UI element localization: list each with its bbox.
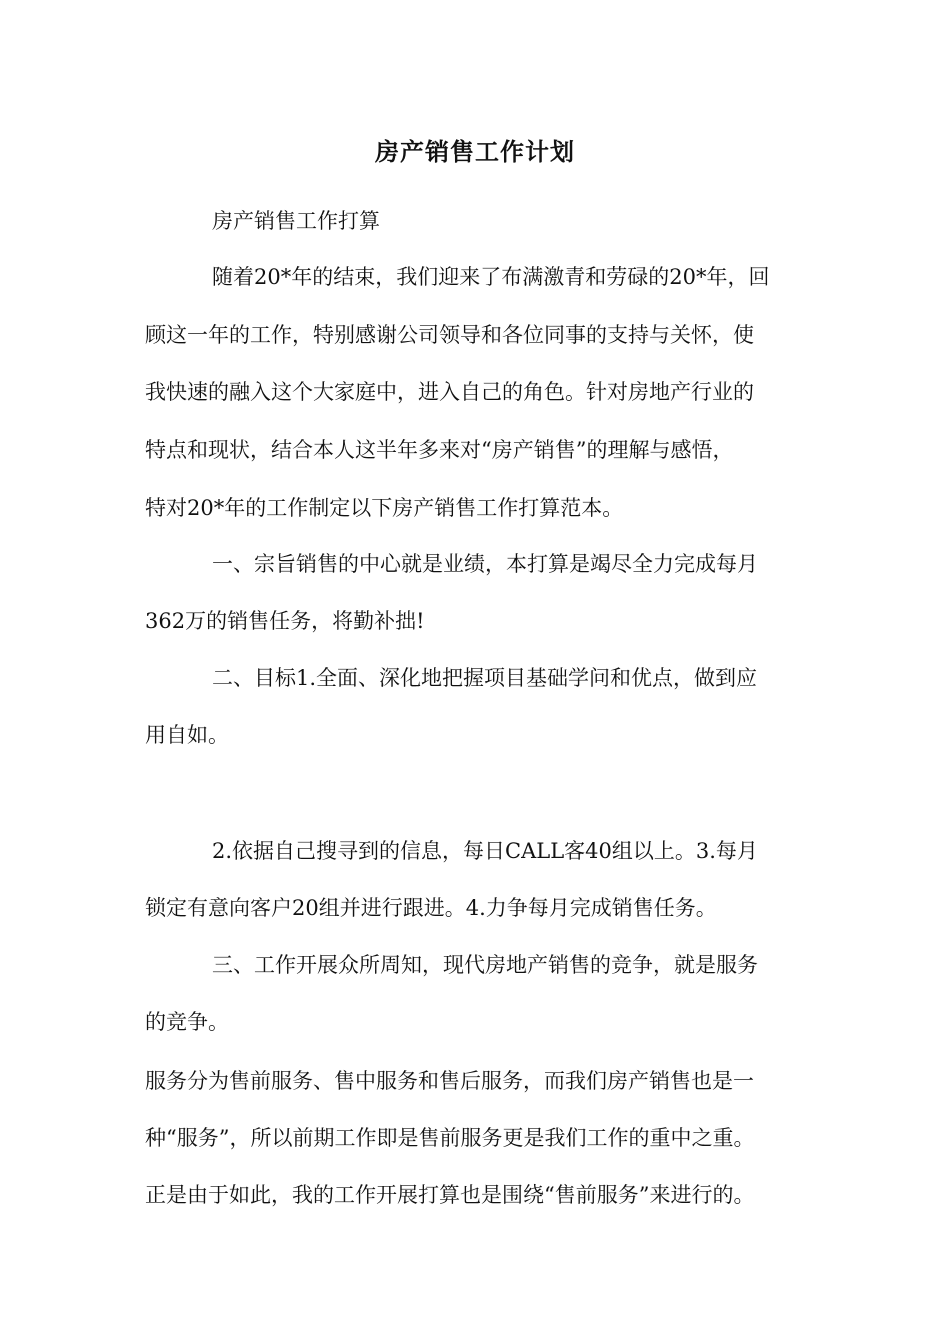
paragraph-line: 2.依据自己搜寻到的信息，每日CALL客40组以上。3.每月 xyxy=(212,839,758,863)
subtitle-line: 房产销售工作打算 xyxy=(212,209,380,233)
paragraph-line: 二、目标1.全面、深化地把握项目基础学问和优点，做到应 xyxy=(212,666,758,690)
document-title: 房产销售工作计划 xyxy=(375,137,575,166)
paragraph-line: 种“服务”，所以前期工作即是售前服务更是我们工作的重中之重。 xyxy=(145,1126,755,1150)
paragraph-line: 的竞争。 xyxy=(145,1010,229,1034)
paragraph-line: 我快速的融入这个大家庭中，进入自己的角色。针对房地产行业的 xyxy=(145,380,754,404)
paragraph-line: 一、宗旨销售的中心就是业绩，本打算是竭尽全力完成每月 xyxy=(212,552,758,576)
paragraph-line: 362万的销售任务，将勤补拙! xyxy=(145,609,425,633)
paragraph-line: 服务分为售前服务、售中服务和售后服务，而我们房产销售也是一 xyxy=(145,1069,754,1093)
paragraph-line: 正是由于如此，我的工作开展打算也是围绕“售前服务”来进行的。 xyxy=(145,1183,755,1207)
paragraph-line: 顾这一年的工作，特别感谢公司领导和各位同事的支持与关怀，使 xyxy=(145,323,754,347)
paragraph-line: 用自如。 xyxy=(145,723,229,747)
paragraph-line: 特点和现状，结合本人这半年多来对“房产销售”的理解与感悟， xyxy=(145,438,734,462)
paragraph-line: 随着20*年的结束，我们迎来了布满激青和劳碌的20*年，回 xyxy=(212,265,770,289)
paragraph-line: 三、工作开展众所周知，现代房地产销售的竞争，就是服务 xyxy=(212,953,758,977)
paragraph-line: 特对20*年的工作制定以下房产销售工作打算范本。 xyxy=(145,496,624,520)
paragraph-line: 锁定有意向客户20组并进行跟进。4.力争每月完成销售任务。 xyxy=(145,896,717,920)
